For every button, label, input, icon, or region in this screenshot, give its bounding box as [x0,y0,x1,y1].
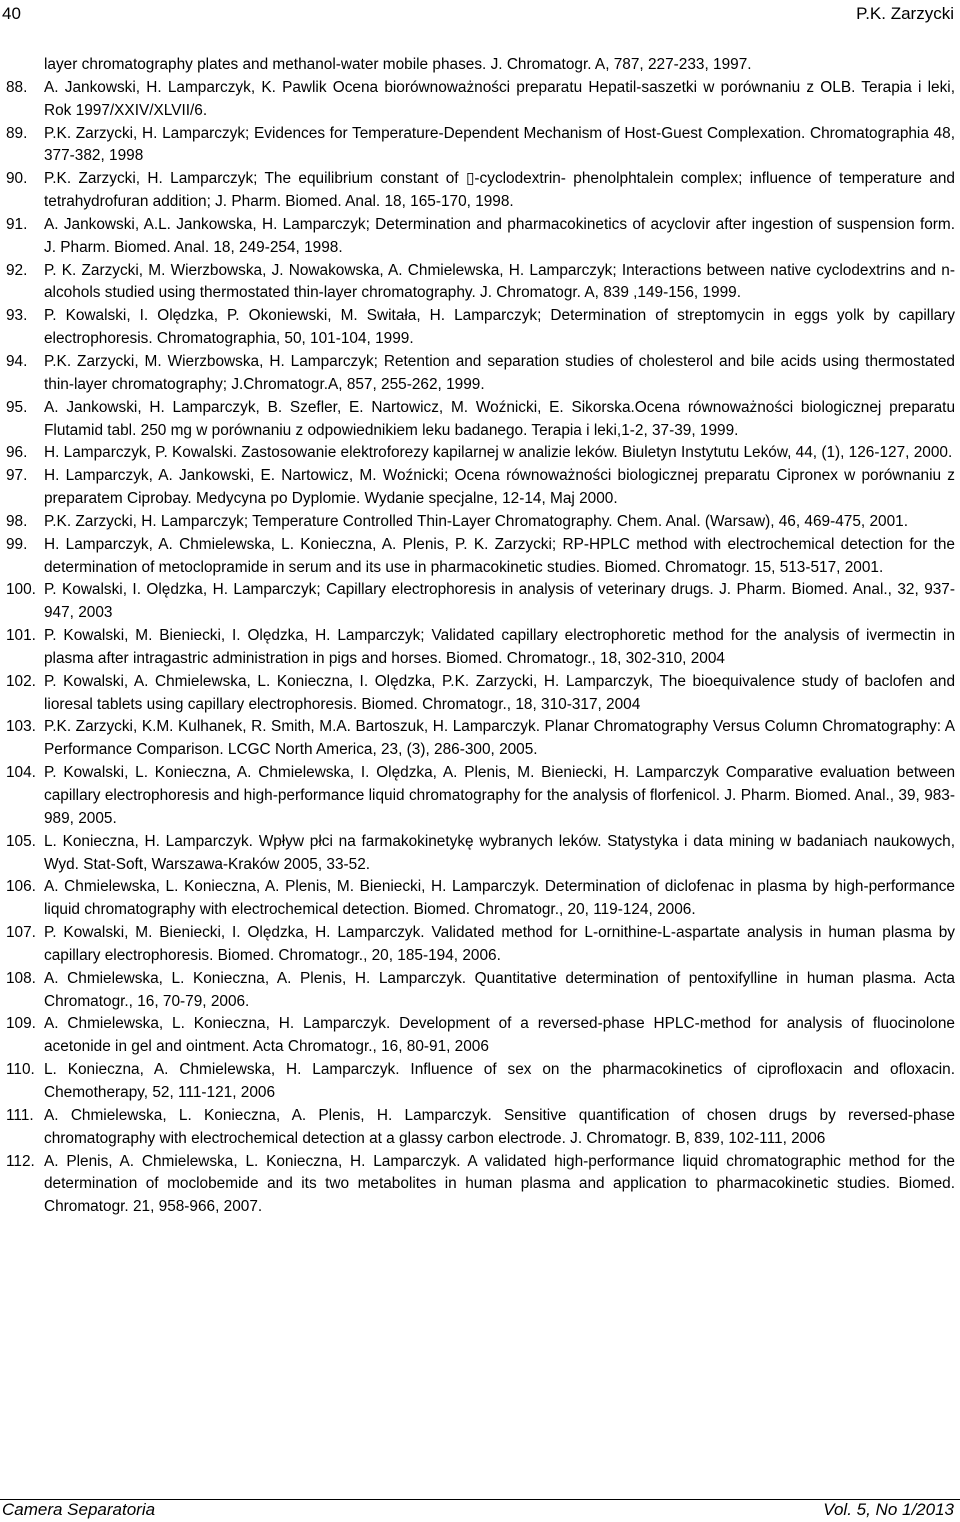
reference-number: 107. [6,924,36,942]
reference-text: P. Kowalski, I. Olędzka, H. Lamparczyk; Capillary electrophoresis in analysis of veterinary drugs. J. Pharm. Biomed. Anal., 32, 937-947, 2003 [44,581,955,622]
reference-text: P.K. Zarzycki, H. Lamparczyk; The equilibrium constant of ▯-cyclodextrin- phenolphtalein complex; influence of temperature and tetrahydrofuran addition; J. Pharm. Biomed. Anal. 18, 165-170, 1998. [44,170,955,211]
reference-item [6,123,955,169]
reference-item [6,716,955,762]
reference-item [6,214,955,260]
reference-item [6,397,955,443]
reference-text: A. Chmielewska, L. Konieczna, A. Plenis, H. Lamparczyk. Quantitative determination of pentoxifylline in human plasma. Acta Chromatogr., 16, 70-79, 2006. [44,969,955,1010]
reference-item [6,511,955,534]
reference-number: 101. [6,627,36,645]
reference-number: 91. [6,215,28,233]
reference-item [6,351,955,397]
reference-item [6,534,955,580]
reference-text: P.K. Zarzycki, M. Wierzbowska, H. Lamparczyk; Retention and separation studies of cholesterol and bile acids using thermostated thin-layer chromatography; J.Chromatogr.A, 857, 255-262, 1999. [44,352,955,393]
reference-text: P. Kowalski, I. Olędzka, P. Okoniewski, M. Switała, H. Lamparczyk; Determination of streptomycin in eggs yolk by capillary electrophoresis. Chromatographia, 50, 101-104, 1999. [44,307,955,348]
reference-item [6,1059,955,1105]
footer-volume: Vol. 5, No 1/2013 [823,1500,954,1519]
reference-item [6,260,955,306]
reference-number: 100. [6,581,36,599]
reference-text: P. Kowalski, L. Konieczna, A. Chmielewska, I. Olędzka, A. Plenis, M. Bieniecki, H. Lamparczyk Comparative evaluation between capillary electrophoresis and high-performance liquid chromatography for the analysis of florfenicol. J. Pharm. Biomed. Anal., 39, 983-989, 2005. [44,764,955,827]
reference-item [6,305,955,351]
reference-text: layer chromatography plates and methanol-water mobile phases. J. Chromatogr. A, 787, 227-233, 1997. [44,56,752,73]
reference-text: P. Kowalski, A. Chmielewska, L. Konieczna, I. Olędzka, P.K. Zarzycki, H. Lamparczyk, The bioequivalence study of baclofen and lioresal tablets using capillary electrophoresis. Biomed. Chromatogr., 18, 310-317, 2004 [44,672,955,713]
reference-text: H. Lamparczyk, A. Jankowski, E. Nartowicz, M. Woźnicki; Ocena równoważności biologicznej preparatu Cipronex w porównaniu z preparatem Ciprobay. Medycyna po Dyplomie. Wydanie specjalne, 12-14, Maj 2000. [44,467,955,508]
reference-number: 105. [6,832,36,850]
reference-number: 104. [6,764,36,782]
reference-number: 97. [6,467,28,485]
reference-list [6,54,955,1219]
reference-item [6,968,955,1014]
footer-journal-name: Camera Separatoria [2,1500,156,1519]
reference-number: 95. [6,398,28,416]
reference-number: 88. [6,78,28,96]
reference-item [6,922,955,968]
reference-text: L. Konieczna, H. Lamparczyk. Wpływ płci na farmakokinetykę wybranych leków. Statystyka i data mining w badaniach naukowych, Wyd. Stat-Soft, Warszawa-Kraków 2005, 33-52. [44,832,955,873]
reference-text: P. K. Zarzycki, M. Wierzbowska, J. Nowakowska, A. Chmielewska, H. Lamparczyk; Interactions between native cyclodextrins and n-alcohols studied using thermostated thin-layer chromatography. J. Chromatogr. A, 839 ,149-156, 1999. [44,261,955,302]
reference-text: A. Jankowski, H. Lamparczyk, K. Pawlik Ocena biorównoważności preparatu Hepatil-saszetki w porównaniu z OLB. Terapia i leki, Rok 1997/XXIV/XLVII/6. [44,78,955,119]
reference-number: 102. [6,672,36,690]
reference-number: 96. [6,444,28,462]
reference-item [6,168,955,214]
reference-text: P. Kowalski, M. Bieniecki, I. Olędzka, H. Lamparczyk; Validated capillary electrophoretic method for the analysis of ivermectin in plasma after intragastric administration in pigs and horses. Biomed. Chromatogr., 18, 302-310, 2004 [44,627,955,667]
reference-number: 99. [6,535,28,553]
reference-number: 112. [6,1152,35,1170]
reference-item [6,1013,955,1059]
reference-item [6,671,955,717]
reference-number: 109. [6,1015,36,1033]
reference-number: 110. [6,1061,35,1079]
reference-text: A. Jankowski, H. Lamparczyk, B. Szefler, E. Nartowicz, M. Woźnicki, E. Sikorska.Ocena równoważności biologicznej preparatu Flutamid tabl. 250 mg w porównaniu z odpowiednikiem leku badanego. Terapia i leki,1-2, 37-39, 1999. [44,398,955,439]
reference-item [6,1105,955,1151]
reference-number: 93. [6,307,28,325]
reference-number: 106. [6,878,36,896]
reference-item [6,579,955,625]
reference-text: L. Konieczna, A. Chmielewska, H. Lamparczyk. Influence of sex on the pharmacokinetics of ciprofloxacin and ofloxacin. Chemotherapy, 52, 111-121, 2006 [44,1061,955,1101]
reference-text: P.K. Zarzycki, H. Lamparczyk; Evidences for Temperature-Dependent Mechanism of Host-Guest Complexation. Chromatographia 48, 377-382, 1998 [44,124,955,165]
reference-number: 89. [6,124,28,142]
reference-item [6,77,955,123]
reference-text: A. Chmielewska, L. Konieczna, H. Lamparczyk. Development of a reversed-phase HPLC-method for analysis of fluocinolone acetonide in gel and ointment. Acta Chromatogr., 16, 80-91, 2006 [44,1015,955,1056]
reference-number: 111. [6,1106,34,1124]
reference-item [6,442,955,465]
reference-text: H. Lamparczyk, P. Kowalski. Zastosowanie elektroforezy kapilarnej w analizie leków. Biuletyn Instytutu Leków, 44, (1), 126-127, 2000. [44,444,953,462]
running-header-author: P.K. Zarzycki [856,4,954,23]
page-number: 40 [2,4,21,23]
reference-text: P.K. Zarzycki, K.M. Kulhanek, R. Smith, M.A. Bartoszuk, H. Lamparczyk. Planar Chromatography Versus Column Chromatography: A Performance Comparison. LCGC North America, 23, (3), 286-300, 2005. [44,718,955,759]
reference-item [6,1151,955,1220]
reference-text: A. Jankowski, A.L. Jankowska, H. Lamparczyk; Determination and pharmacokinetics of acyclovir after ingestion of suspension form. J. Pharm. Biomed. Anal. 18, 249-254, 1998. [44,215,955,256]
reference-item [6,876,955,922]
reference-item [6,762,955,831]
reference-number: 103. [6,718,36,736]
reference-item [6,465,955,511]
reference-number: 94. [6,352,28,370]
reference-text: P. Kowalski, M. Bieniecki, I. Olędzka, H. Lamparczyk. Validated method for L-ornithine-L-aspartate analysis in human plasma by capillary electrophoresis. Biomed. Chromatogr., 20, 185-194, 2006. [44,924,955,964]
reference-text: H. Lamparczyk, A. Chmielewska, L. Konieczna, A. Plenis, P. K. Zarzycki; RP-HPLC method with electrochemical detection for the determination of metoclopramide in serum and its use in pharmacokinetic studies. Biomed. Chromatogr. 15, 513-517, 2001. [44,535,955,576]
reference-item [6,54,955,77]
reference-number: 98. [6,512,28,530]
reference-text: P.K. Zarzycki, H. Lamparczyk; Temperature Controlled Thin-Layer Chromatography. Chem. Anal. (Warsaw), 46, 469-475, 2001. [44,512,908,530]
reference-text: A. Chmielewska, L. Konieczna, A. Plenis, H. Lamparczyk. Sensitive quantification of chosen drugs by reversed-phase chromatography with electrochemical detection at a glassy carbon electrode. J. Chromatogr. B, 839, 102-111, 2006 [44,1106,955,1147]
reference-number: 90. [6,170,28,188]
reference-number: 108. [6,969,36,987]
reference-number: 92. [6,261,28,279]
reference-item [6,625,955,671]
reference-item [6,831,955,877]
reference-text: A. Plenis, A. Chmielewska, L. Konieczna, H. Lamparczyk. A validated high-performance liquid chromatographic method for the determination of moclobemide and its two metabolites in human plasma and application to pharmacokinetic studies. Biomed. Chromatogr. 21, 958-966, 2007. [44,1152,955,1216]
reference-text: A. Chmielewska, L. Konieczna, A. Plenis, M. Bieniecki, H. Lamparczyk. Determination of diclofenac in plasma by high-performance liquid chromatography with electrochemical detection. Biomed. Chromatogr., 20, 119-124, 2006. [44,878,955,919]
